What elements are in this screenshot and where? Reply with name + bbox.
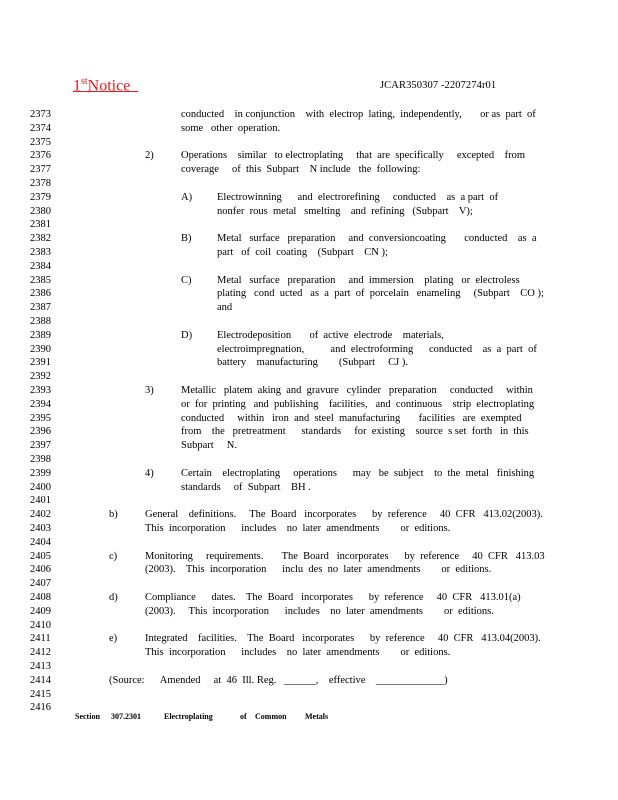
section-title-word: Common [255,712,287,721]
text-line: conducted in conjunction with electrop lating, independently, or as part of [181,109,536,120]
line-number: 2380 [30,205,51,217]
text-line: electroimpregnation, and electroforming conducted as a part of [217,343,537,355]
line-number: 2390 [30,343,51,355]
section-number: 307.2301 [111,712,141,721]
line-number: 2397 [30,440,51,452]
text-line: C) [181,274,192,286]
text-line: from the pretreatment standards for existing source s set forth in this [181,426,529,438]
line-number: 2375 [30,136,51,148]
section-title-word: of [240,712,247,721]
text-line: standards of Subpart BH . [181,481,311,493]
line-number: 2410 [30,619,51,631]
line-number: 2377 [30,164,51,176]
text-line: 3) [145,385,154,396]
line-number: 2409 [30,605,51,617]
line-number: 2384 [30,260,51,272]
text-line: Metal surface preparation and conversioncoating conducted as a [217,233,537,245]
line-number: 2411 [30,633,51,645]
notice-word: Notice [87,77,131,95]
text-line: Metallic platem aking and gravure cylinder preparation conducted within [181,385,533,396]
text-line: 2) [145,150,154,162]
line-number: 2374 [30,122,51,134]
text-line: nonfer rous metal smelting and refining (Subpart V); [217,205,473,217]
line-number: 2393 [30,385,51,396]
line-number: 2401 [30,495,51,507]
text-line: or for printing and publishing facilities, and continuous strip electroplating [181,398,535,410]
text-line: This incorporation includes no later amendments or editions. [145,647,451,659]
text-line: Certain electroplating operations may be subject to the metal finishing [181,467,535,479]
line-number: 2387 [30,302,51,314]
text-line: (Source: Amended at 46 Ill. Reg. ______, effective _____________) [109,674,448,686]
text-line: plating cond ucted as a part of porcelain enameling (Subpart CO ); [217,288,544,300]
line-number: 2395 [30,412,51,424]
line-number: 2383 [30,247,51,258]
text-line: coverage of this Subpart N include the following: [181,164,421,176]
line-number: 2394 [30,398,51,410]
notice-number: 1 [73,77,81,95]
line-number: 2391 [30,357,51,369]
line-number: 2408 [30,592,51,603]
line-number: 2416 [30,702,51,714]
text-line: A) [181,191,193,203]
text-line: conducted within iron and steel manufacturing facilities are exempted [181,412,522,424]
line-number: 2376 [30,150,51,162]
text-line: some other operation. [181,122,281,134]
section-title-word: Metals [305,712,329,721]
section-title-word: Electroplating [164,712,213,721]
text-line: D) [181,329,193,341]
line-number: 2388 [30,316,51,327]
line-number: 2396 [30,426,51,438]
line-number: 2404 [30,536,51,548]
text-line: 4) [145,467,154,479]
text-line: and [217,302,233,314]
text-line: Metal surface preparation and immersion plating or electroless [217,274,520,286]
line-number: 2392 [30,371,51,383]
text-line: Compliance dates. The Board incorporates by reference 40 CFR 413.01(a) [145,592,521,603]
text-line: c) [109,550,118,562]
line-number: 2402 [30,509,51,521]
text-line: b) [109,509,118,521]
line-number: 2385 [30,274,51,286]
text-line: d) [109,592,118,603]
text-line: General definitions. The Board incorporates by reference 40 CFR 413.02(2003). [145,509,543,521]
document-code: JCAR350307 -2207274r01 [380,80,497,91]
section-label: Section [75,712,100,721]
text-line: part of coil coating (Subpart CN ); [217,247,388,258]
line-number: 2399 [30,467,51,479]
line-number: 2407 [30,578,51,590]
text-line: Electrodeposition of active electrode materials, [217,329,444,341]
line-number: 2382 [30,233,51,245]
text-line: (2003). This incorporation inclu des no later amendments or editions. [145,564,492,576]
text-line: Subpart N. [181,440,237,452]
line-number: 2400 [30,481,51,493]
text-line: battery manufacturing (Subpart CJ ). [217,357,408,369]
line-number: 2381 [30,219,51,231]
line-number: 2406 [30,564,51,576]
line-number: 2373 [30,109,51,120]
line-number: 2414 [30,674,51,686]
line-number: 2378 [30,178,51,189]
text-line: Monitoring requirements. The Board incorporates by reference 40 CFR 413.03 [145,550,545,562]
line-number: 2389 [30,329,51,341]
text-line: Integrated facilities. The Board incorporates by reference 40 CFR 413.04(2003). [145,633,541,645]
line-number: 2405 [30,550,51,562]
line-number: 2413 [30,661,51,672]
text-line: This incorporation includes no later amendments or editions. [145,523,451,534]
line-number: 2403 [30,523,51,534]
text-line: e) [109,633,118,645]
text-line: (2003). This incorporation includes no later amendments or editions. [145,605,494,617]
text-line: Operations similar to electroplating that are specifically excepted from [181,150,526,162]
line-number: 2412 [30,647,51,659]
line-number: 2415 [30,688,51,700]
line-number: 2379 [30,191,51,203]
line-number: 2398 [30,454,51,465]
notice-superscript: st [81,76,88,87]
line-number: 2386 [30,288,51,300]
notice-title [73,76,138,95]
text-line: Electrowinning and electrorefining conducted as a part of [217,191,499,203]
text-line: B) [181,233,192,245]
